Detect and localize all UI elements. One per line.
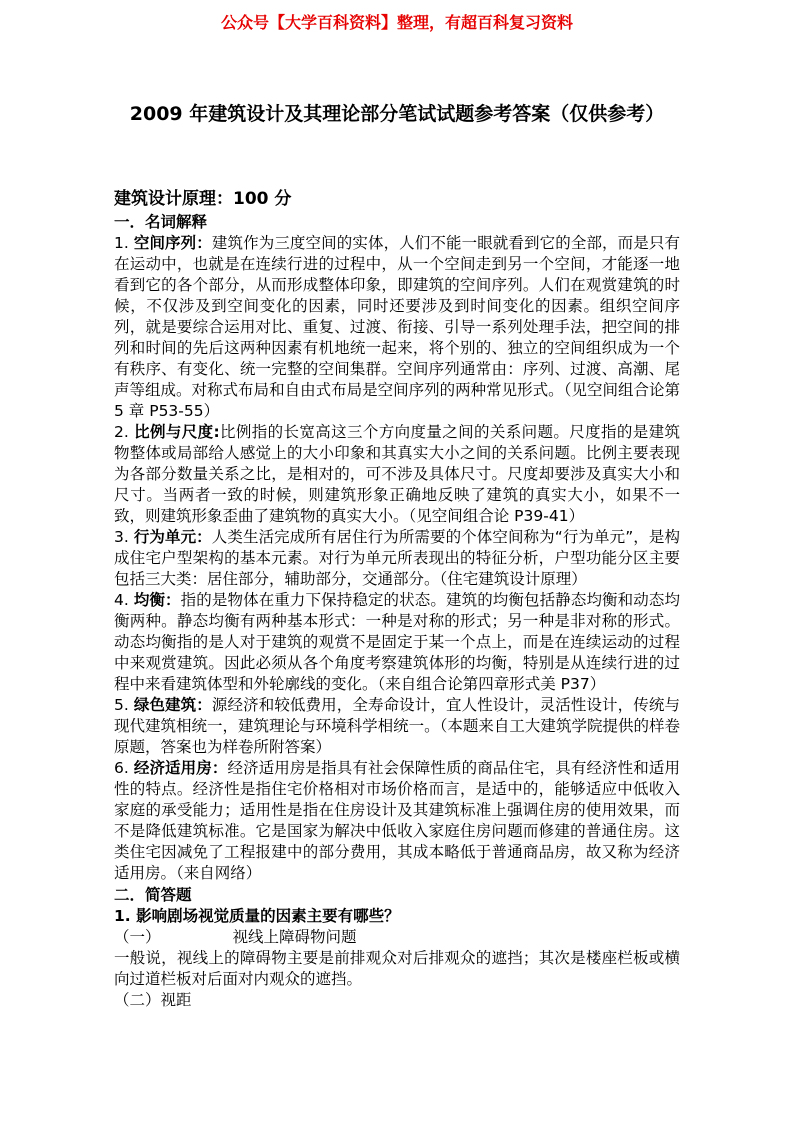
part1-heading: 一．名词解释 <box>114 213 208 231</box>
term-number: 2. <box>114 423 129 441</box>
answer-1-point-1-body: 一般说，视线上的障碍物主要是前排观众对后排观众的遮挡；其次是楼座栏板或横向过道栏板对后面对内观众的遮挡。 <box>114 949 680 988</box>
term-number: 1. <box>114 234 129 252</box>
term-number: 4. <box>114 591 129 609</box>
term-item-5 <box>114 695 680 758</box>
term-name: 均衡： <box>133 591 181 609</box>
term-name: 空间序列： <box>133 234 212 252</box>
document-title: 2009 年建筑设计及其理论部分笔试试题参考答案（仅供参考） <box>129 103 665 125</box>
term-item-4 <box>114 590 680 695</box>
term-name: 比例与尺度: <box>134 423 220 441</box>
answer-1-point-2 <box>114 990 680 1011</box>
term-definition: 指的是物体在重力下保持稳定的状态。建筑的均衡包括静态均衡和动态均衡两种。静态均衡有两种基本形式：一种是对称的形式；另一种是非对称的形式。动态均衡指的是人对于建筑的观赏不是固定于某一个点上，而是在连续运动的过程中来观赏建筑。因此必须从各个角度考察建筑体形的均衡，特别是从连续行进的过程中来看建筑体型和外轮廓线的变化。（来自组合论第四章形式美 P37） <box>114 591 680 693</box>
term-number: 3. <box>114 528 129 546</box>
term-name: 绿色建筑： <box>133 696 212 714</box>
part2-heading: 二．简答题 <box>114 886 192 904</box>
term-number: 5. <box>114 696 129 714</box>
question-1: 1. 影响剧场视觉质量的因素主要有哪些？ <box>114 907 400 925</box>
term-definition: 建筑作为三度空间的实体，人们不能一眼就看到它的全部，而是只有在运动中，也就是在连续行进的过程中，从一个空间走到另一个空间，才能逐一地看到它的各个部分，从而形成整体印象，即建筑的空间序列。人们在观赏建筑的时候，不仅涉及到空间变化的因素，同时还要涉及到时间变化的因素。组织空间序列，就是要综合运用对比、重复、过渡、衔接、引导一系列处理手法，把空间的排列和时间的先后这两种因素有机地统一起来，将个别的、独立的空间组织成为一个有秩序、有变化、统一完整的空间集群。空间序列通常由：序列、过渡、高潮、尾声等组成。对称式布局和自由式布局是空间序列的两种常见形式。（见空间组合论第 5 章 P53-55） <box>114 234 680 420</box>
term-item-6 <box>114 758 680 884</box>
answer-point-title: 视线上障碍物问题 <box>232 928 357 946</box>
term-item-1 <box>114 233 680 422</box>
term-item-2 <box>114 422 680 527</box>
answer-point-title: 视距 <box>160 991 192 1009</box>
term-definition: 人类生活完成所有居住行为所需要的个体空间称为“行为单元”，是构成住宅户型架构的基本元素。对行为单元所表现出的特征分析，户型功能分区主要包括三大类：居住部分，辅助部分，交通部分。（住宅建筑设计原理） <box>114 528 680 588</box>
term-name: 经济适用房： <box>133 759 228 777</box>
answer-point-label: （一） <box>114 928 161 946</box>
term-definition: 比例指的长宽高这三个方向度量之间的关系问题。尺度指的是建筑物整体或局部给人感觉上的大小印象和其真实大小之间的关系问题。比例主要表现为各部分数量关系之比，是相对的，可不涉及具体尺寸。尺度却要涉及真实大小和尺寸。当两者一致的时候，则建筑形象正确地反映了建筑的真实大小，如果不一致，则建筑形象歪曲了建筑物的真实大小。（见空间组合论 P39-41） <box>114 423 681 525</box>
answer-1-point-1 <box>114 927 680 948</box>
course-score-heading: 建筑设计原理：100 分 <box>114 189 292 209</box>
term-item-3 <box>114 527 680 590</box>
term-number: 6. <box>114 759 129 777</box>
term-definition: 源经济和较低费用，全寿命设计，宜人性设计，灵活性设计，传统与现代建筑相统一，建筑理论与环境科学相统一。（本题来自工大建筑学院提供的样卷原题，答案也为样卷所附答案） <box>114 696 680 756</box>
header-notice: 公众号【大学百科资料】整理，有超百科复习资料 <box>220 15 573 32</box>
term-name: 行为单元： <box>133 528 212 546</box>
term-definition: 经济适用房是指具有社会保障性质的商品住宅，具有经济性和适用性的特点。经济性是指住宅价格相对市场价格而言，是适中的，能够适应中低收入家庭的承受能力；适用性是指在住房设计及其建筑标准上强调住房的使用效果，而不是降低建筑标准。它是国家为解决中低收入家庭住房问题而修建的普通住房。这类住宅因减免了工程报建中的部分费用，其成本略低于普通商品房，故又称为经济适用房。（来自网络） <box>114 759 680 882</box>
answer-point-label: （二） <box>114 991 161 1009</box>
